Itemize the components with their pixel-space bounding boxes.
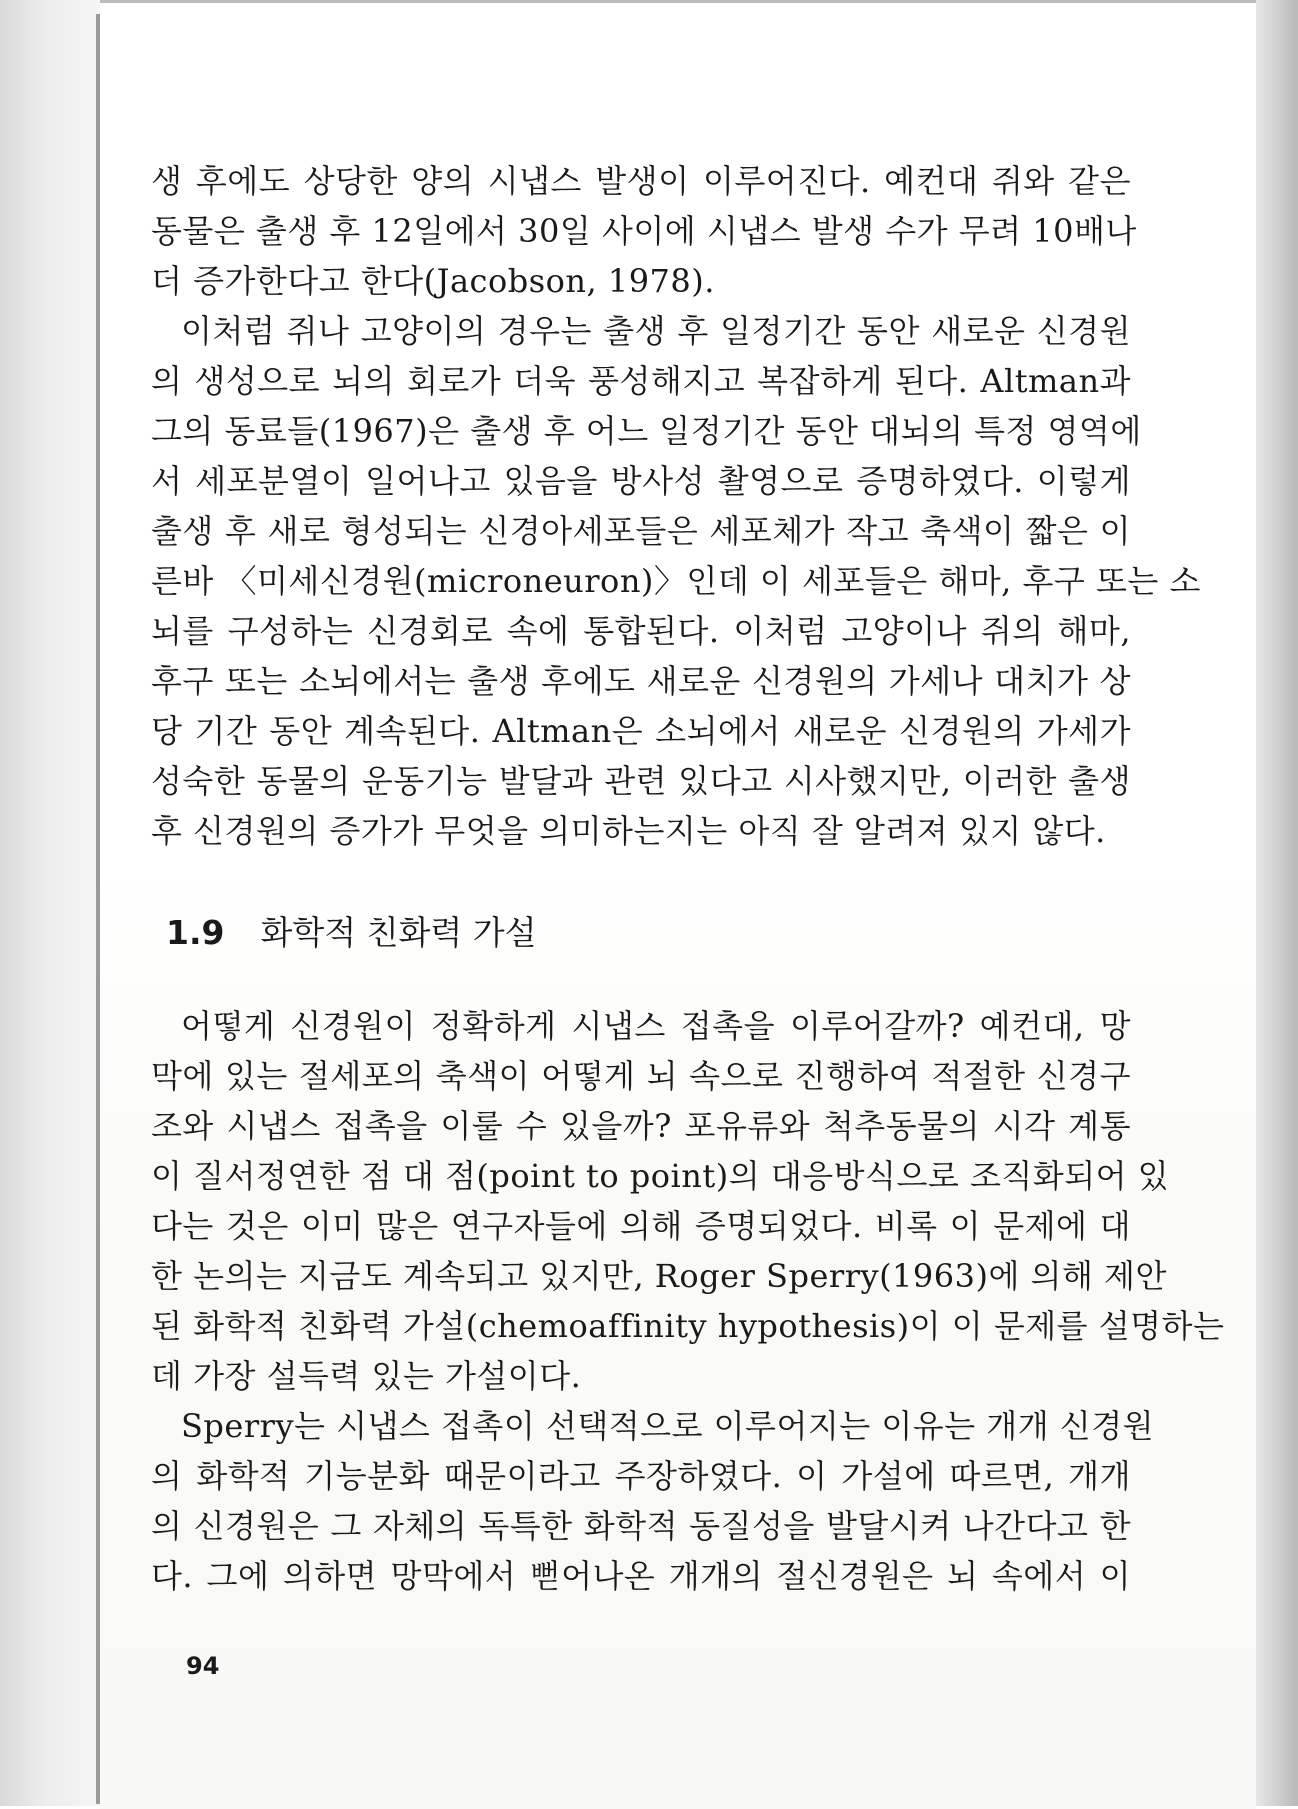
section-heading bbox=[166, 910, 536, 956]
page-number: 94 bbox=[186, 1652, 220, 1680]
section-number: 1.9 bbox=[166, 913, 225, 952]
text-line: Sperry는 시냅스 접촉이 선택적으로 이루어지는 이유는 개개 신경원 bbox=[181, 1407, 1155, 1445]
page-stack-edge bbox=[0, 0, 110, 1806]
text-line: 동물은 출생 후 12일에서 30일 사이에 시냅스 발생 수가 무려 10배나 bbox=[151, 212, 1137, 250]
text-line: 이 질서정연한 점 대 점(point to point)의 대응방식으로 조직화되어 있 bbox=[151, 1157, 1170, 1195]
text-line: 막에 있는 절세포의 축색이 어떻게 뇌 속으로 진행하여 적절한 신경구 bbox=[151, 1057, 1131, 1095]
text-line: 그의 동료들(1967)은 출생 후 어느 일정기간 동안 대뇌의 특정 영역에 bbox=[151, 412, 1142, 450]
text-line: 후 신경원의 증가가 무엇을 의미하는지는 아직 잘 알려져 있지 않다. bbox=[151, 812, 1106, 850]
text-line: 이처럼 쥐나 고양이의 경우는 출생 후 일정기간 동안 새로운 신경원 bbox=[181, 312, 1131, 350]
text-line: 된 화학적 친화력 가설(chemoaffinity hypothesis)이 이 문제를 설명하는 bbox=[151, 1307, 1225, 1345]
text-line: 후구 또는 소뇌에서는 출생 후에도 새로운 신경원의 가세나 대치가 상 bbox=[151, 662, 1131, 700]
right-page-shadow bbox=[1256, 0, 1298, 1806]
text-line: 의 생성으로 뇌의 회로가 더욱 풍성해지고 복잡하게 된다. Altman과 bbox=[151, 362, 1131, 400]
text-line: 조와 시냅스 접촉을 이룰 수 있을까? 포유류와 척추동물의 시각 계통 bbox=[151, 1107, 1131, 1145]
text-line: 당 기간 동안 계속된다. Altman은 소뇌에서 새로운 신경원의 가세가 bbox=[151, 712, 1131, 750]
text-line: 데 가장 설득력 있는 가설이다. bbox=[151, 1357, 582, 1395]
upper-body-text bbox=[151, 158, 1201, 858]
text-line: 의 신경원은 그 자체의 독특한 화학적 동질성을 발달시켜 나간다고 한 bbox=[151, 1507, 1131, 1545]
text-line: 더 증가한다고 한다(Jacobson, 1978). bbox=[151, 262, 715, 300]
text-line: 다는 것은 이미 많은 연구자들에 의해 증명되었다. 비록 이 문제에 대 bbox=[151, 1207, 1131, 1245]
section-title: 화학적 친화력 가설 bbox=[260, 913, 537, 952]
text-line: 뇌를 구성하는 신경회로 속에 통합된다. 이처럼 고양이나 쥐의 해마, bbox=[151, 612, 1131, 650]
text-line: 다. 그에 의하면 망막에서 뻗어나온 개개의 절신경원은 뇌 속에서 이 bbox=[151, 1557, 1131, 1595]
text-line: 어떻게 신경원이 정확하게 시냅스 접촉을 이루어갈까? 예컨대, 망 bbox=[181, 1007, 1131, 1045]
text-line: 한 논의는 지금도 계속되고 있지만, Roger Sperry(1963)에 의해 제안 bbox=[151, 1257, 1167, 1295]
text-line: 출생 후 새로 형성되는 신경아세포들은 세포체가 작고 축색이 짧은 이 bbox=[151, 512, 1131, 550]
text-line: 성숙한 동물의 운동기능 발달과 관련 있다고 시사했지만, 이러한 출생 bbox=[151, 762, 1131, 800]
text-line: 생 후에도 상당한 양의 시냅스 발생이 이루어진다. 예컨대 쥐와 같은 bbox=[151, 162, 1131, 200]
text-line: 의 화학적 기능분화 때문이라고 주장하였다. 이 가설에 따르면, 개개 bbox=[151, 1457, 1131, 1495]
text-line: 서 세포분열이 일어나고 있음을 방사성 촬영으로 증명하였다. 이렇게 bbox=[151, 462, 1131, 500]
lower-body-text bbox=[151, 1003, 1225, 1603]
text-line: 른바 〈미세신경원(microneuron)〉인데 이 세포들은 해마, 후구 또는 소 bbox=[151, 562, 1201, 600]
